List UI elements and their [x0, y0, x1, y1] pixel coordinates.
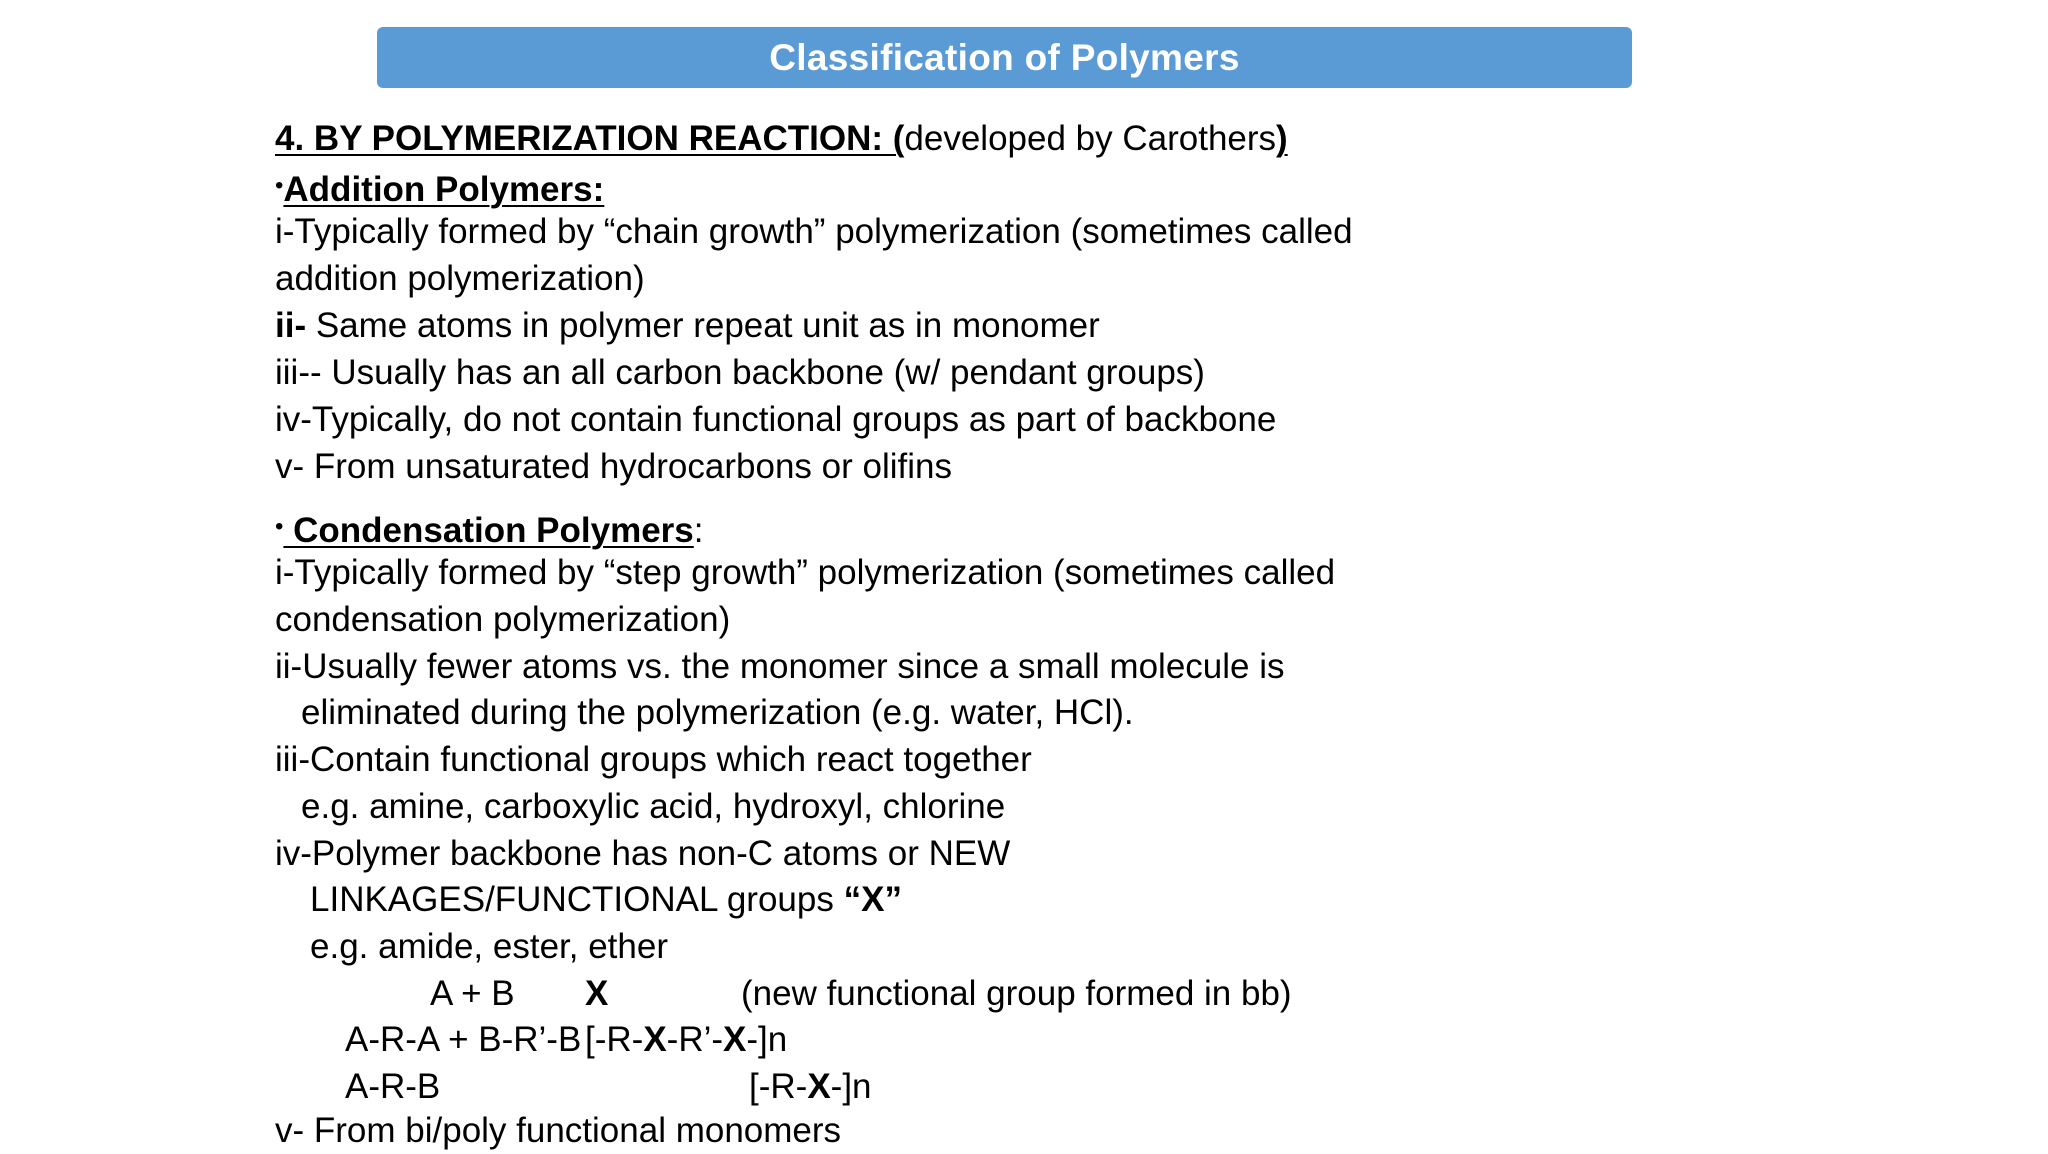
addition-item: iii-- Usually has an all carbon backbone (w/ pendant groups): [275, 353, 1205, 392]
condensation-item: e.g. amide, ester, ether: [310, 927, 668, 966]
product-part: [-R-: [585, 1020, 644, 1059]
heading-main: 4. BY POLYMERIZATION REACTION: (: [275, 119, 905, 158]
condensation-item: eliminated during the polymerization (e.g. water, HCl).: [301, 693, 1134, 732]
reaction-note: (new functional group formed in bb): [741, 974, 1292, 1013]
bullet-icon: •: [275, 513, 284, 540]
product-part: -]n: [830, 1067, 872, 1106]
addition-item: v- From unsaturated hydrocarbons or olifins: [275, 447, 952, 486]
condensation-item: condensation polymerization): [275, 600, 731, 639]
addition-item: [275, 303, 1100, 349]
title-banner: [377, 27, 1632, 88]
reaction-1-left: A-R-A + B-R’-B: [345, 1020, 582, 1059]
addition-item: addition polymerization): [275, 259, 645, 298]
reaction-1-product: [585, 1017, 787, 1063]
addition-title-line: [275, 163, 604, 213]
reaction-2-product: [749, 1064, 872, 1110]
condensation-colon: :: [693, 511, 704, 550]
addition-item-prefix: ii-: [275, 306, 307, 345]
heading-close: ): [1276, 119, 1288, 158]
section-heading: [275, 116, 1288, 162]
product-x: X: [643, 1020, 667, 1059]
condensation-item: e.g. amine, carboxylic acid, hydroxyl, chlorine: [301, 787, 1006, 826]
reaction-x: X: [585, 974, 609, 1013]
addition-title: Addition Polymers:: [283, 170, 605, 209]
condensation-title-line: [275, 504, 704, 554]
reaction-ab: A + B: [430, 974, 515, 1013]
product-x: X: [807, 1067, 831, 1106]
condensation-item: [310, 877, 902, 923]
condensation-last-item: v- From bi/poly functional monomers: [275, 1111, 842, 1150]
condensation-item: iv-Polymer backbone has non-C atoms or NEW: [275, 834, 1011, 873]
condensation-item: i-Typically formed by “step growth” polymerization (sometimes called: [275, 553, 1336, 592]
bullet-icon: •: [275, 172, 284, 199]
slide-title: Classification of Polymers: [769, 36, 1240, 78]
heading-paren-text: developed by Carothers: [904, 119, 1277, 158]
product-part: -R’-: [666, 1020, 724, 1059]
product-part: -]n: [746, 1020, 788, 1059]
addition-item: i-Typically formed by “chain growth” polymerization (sometimes called: [275, 212, 1353, 251]
reaction-2-left: A-R-B: [345, 1067, 441, 1106]
product-part: [-R-: [749, 1067, 808, 1106]
linkage-x-quoted: “X”: [843, 880, 902, 919]
condensation-title: Condensation Polymers: [283, 511, 694, 550]
condensation-item: iii-Contain functional groups which react together: [275, 740, 1032, 779]
product-x: X: [723, 1020, 747, 1059]
addition-item-text: Same atoms in polymer repeat unit as in monomer: [306, 306, 1100, 345]
linkages-text: LINKAGES/FUNCTIONAL groups: [310, 880, 844, 919]
condensation-item: ii-Usually fewer atoms vs. the monomer since a small molecule is: [275, 647, 1285, 686]
addition-item: iv-Typically, do not contain functional groups as part of backbone: [275, 400, 1277, 439]
